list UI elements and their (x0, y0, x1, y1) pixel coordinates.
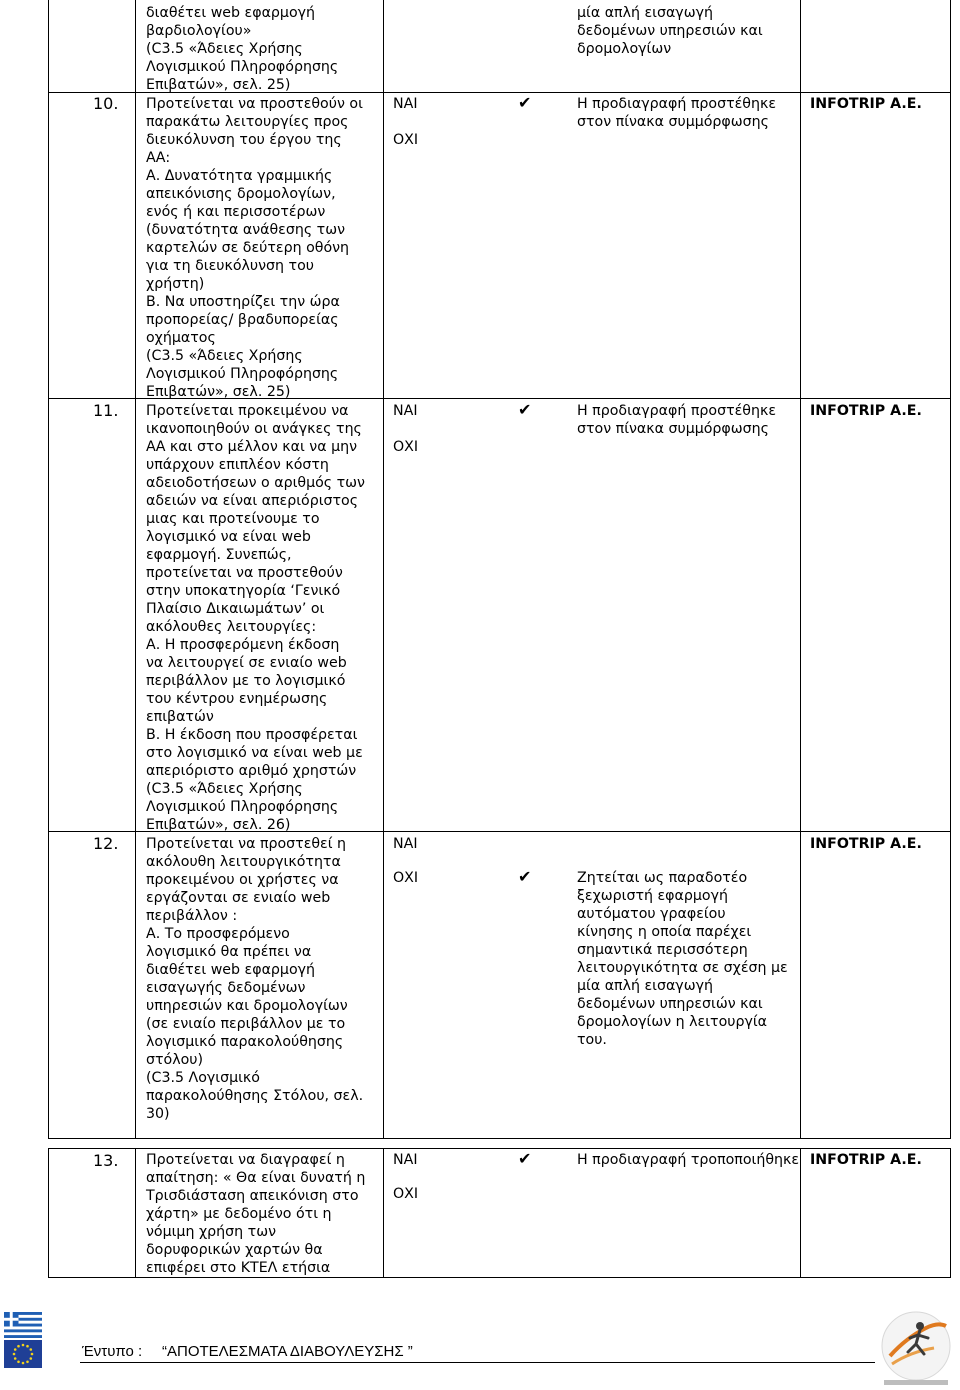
yes-option: ΝΑΙ (393, 836, 418, 852)
respondent: INFOTRIP A.E. (810, 836, 922, 852)
no-option: ΟΧΙ (393, 132, 419, 148)
check-icon: ✔ (518, 1149, 532, 1168)
eu-flag-icon (4, 1340, 42, 1368)
comment-text: Ζητείται ως παραδοτέο ξεχωριστή εφαρμογή αυτόματου γραφείου κίνησης η οποία παρέχει σημαντικά περισσότερη λειτουργικότητα σε σχέση με μία απλή εισαγωγή δεδομένων υπηρεσιών και δρομολογίων η λειτουργία του. (577, 870, 788, 1048)
table2-bottom-border (48, 1277, 951, 1278)
yes-option: ΝΑΙ (393, 96, 418, 112)
proposal-text: Προτείνεται να προστεθεί η ακόλουθη λειτουργικότητα προκειμένου οι χρήστες να εργάζονται σε ενιαίο web περιβάλλον : Α. Το προσφερόμενο λογισμικό θα πρέπει να διαθέτει web εφαρμογή εισαγωγής δεδομένων υπηρεσιών και δρομολογίων (σε ενιαίο περιβάλλον με το λογισμικό παρακολούθησης στόλου) (C3.5 Λογισμικό παρακολούθησης Στόλου, σελ. 30) (146, 836, 364, 1122)
proposal-text: Προτείνεται να διαγραφεί η απαίτηση: « Θα είναι δυνατή η Τρισδιάσταση απεικόνιση στο χάρτη» με δεδομένο ότι η νόμιμη χρήση των δορυφορικών χαρτών θα επιφέρει στο ΚΤΕΛ ετήσια (146, 1152, 366, 1276)
table2-top-border (48, 1148, 951, 1149)
table-border-col1 (135, 0, 136, 1139)
table2-border-right (950, 1148, 951, 1278)
row-number: 11. (93, 401, 119, 420)
table-border-col3 (800, 0, 801, 1139)
comment-text: Η προδιαγραφή προστέθηκε στον πίνακα συμμόρφωσης (577, 96, 776, 130)
proposal-text: Προτείνεται προκειμένου να ικανοποιηθούν οι ανάγκες της ΑΑ και στο μέλλον και να μην υπάρχουν επιπλέον κόστη αδειοδοτήσεων ο αριθμός των αδειών να είναι απεριόριστος μιας και προτείνουμε το λογισμικό να είναι web εφαρμογή. Συνεπώς, προτείνεται να προστεθούν στην υποκατηγορία ‘Γενικό Πλαίσιο Δικαιωμάτων’ οι ακόλουθες λειτουργίες: Α. Η προσφερόμενη έκδοση να λειτουργεί σε ενιαίο web περιβάλλον με το λογισμικό του κέντρου ενημέρωσης επιβατών Β. Η έκδοση που προσφέρεται στο λογισμικό να είναι web με απεριόριστο αριθμό χρηστών (C3.5 «Άδειες Χρήσης Λογισμικού Πληροφόρησης Επιβατών», σελ. 26) (146, 403, 365, 833)
proposal-text: Προτείνεται να προστεθούν οι παρακάτω λειτουργίες προς διευκόλυνση του έργου της ΑΑ: Α. Δυνατότητα γραμμικής απεικόνισης δρομολογίων, ενός ή και περισσοτέρων (δυνατότητα ανάθεσης των καρτελών σε δεύτερη οθόνη για τη διευκόλυνση του χρήστη) Β. Να υποστηρίζει την ώρα προπορείας/ βραδυπορείας οχήματος (C3.5 «Άδειες Χρήσης Λογισμικού Πληροφόρησης Επιβατών», σελ. 25) (146, 96, 363, 400)
table-border-col2 (383, 0, 384, 1139)
yes-option: ΝΑΙ (393, 403, 418, 419)
check-icon: ✔ (518, 867, 532, 886)
runner-logo-icon (876, 1308, 956, 1388)
yes-option: ΝΑΙ (393, 1152, 418, 1168)
row-number: 13. (93, 1151, 119, 1170)
no-option: ΟΧΙ (393, 870, 419, 886)
table2-border-col1 (135, 1148, 136, 1278)
table2-border-left (48, 1148, 49, 1278)
form-title: “ΑΠΟΤΕΛΕΣΜΑΤΑ ΔΙΑΒΟΥΛΕΥΣΗΣ ” (162, 1343, 413, 1360)
respondent: INFOTRIP A.E. (810, 96, 922, 112)
check-icon: ✔ (518, 93, 532, 112)
check-icon: ✔ (518, 400, 532, 419)
table-border-left (48, 0, 49, 1139)
comment-text: Η προδιαγραφή προστέθηκε στον πίνακα συμμόρφωσης (577, 403, 776, 437)
no-option: ΟΧΙ (393, 439, 419, 455)
no-option: ΟΧΙ (393, 1186, 419, 1202)
proposal-text: διαθέτει web εφαρμογή βαρδιολογίου» (C3.5 «Άδειες Χρήσης Λογισμικού Πληροφόρησης Επιβατών», σελ. 25) (146, 5, 339, 93)
row-number: 12. (93, 834, 119, 853)
table2-border-col3 (800, 1148, 801, 1278)
table2-border-col2 (383, 1148, 384, 1278)
respondent: INFOTRIP A.E. (810, 1152, 922, 1168)
respondent: INFOTRIP A.E. (810, 403, 922, 419)
greek-flag-icon (4, 1312, 42, 1338)
table-bottom-border (48, 1138, 951, 1139)
row-number: 10. (93, 94, 119, 113)
table-border-right (950, 0, 951, 1139)
comment-text: μία απλή εισαγωγή δεδομένων υπηρεσιών και δρομολογίων (577, 5, 763, 57)
footer-rule (80, 1362, 875, 1363)
comment-text: Η προδιαγραφή τροποποιήθηκε (577, 1152, 800, 1168)
form-label: Έντυπο : (82, 1343, 143, 1360)
